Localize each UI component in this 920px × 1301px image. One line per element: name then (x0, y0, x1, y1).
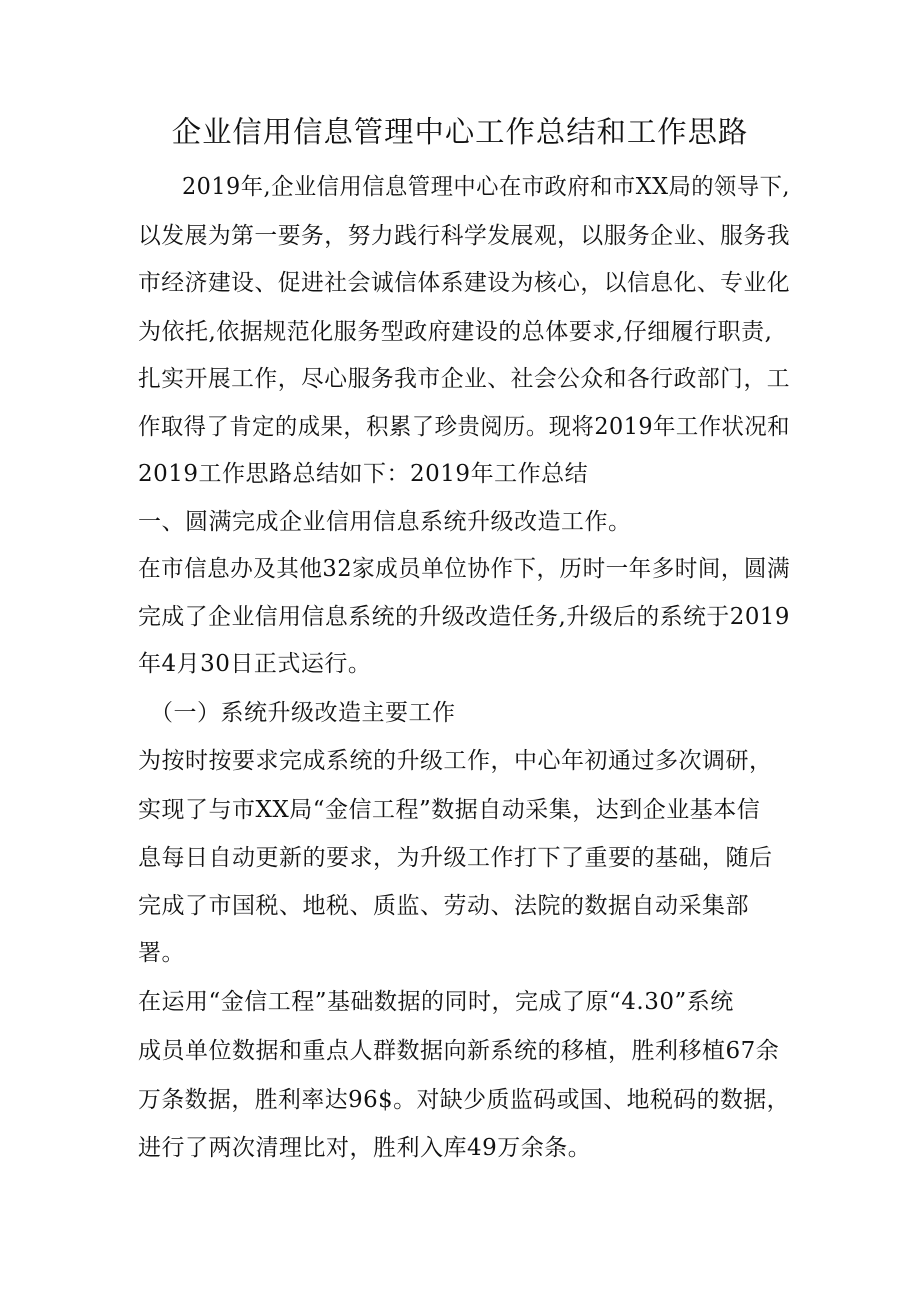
paragraph-line: 完成了企业信用信息系统的升级改造任务,升级后的系统于2019 (138, 604, 790, 630)
paragraph-line: 为依托,依据规范化服务型政府建设的总体要求,仔细履行职责, (138, 319, 773, 345)
paragraph-line: 在运用“金信工程”基础数据的同时，完成了原“4.30”系统 (138, 989, 734, 1015)
paragraph-line: 在市信息办及其他32家成员单位协作下，历时一年多时间，圆满 (138, 556, 791, 582)
paragraph-line: 2019工作思路总结如下：2019年工作总结 (138, 461, 589, 487)
paragraph-line: 市经济建设、促进社会诚信体系建设为核心，以信息化、专业化 (138, 270, 791, 296)
paragraph-line: 扎实开展工作，尽心服务我市企业、社会公众和各行政部门，工 (138, 366, 791, 392)
paragraph-line: 进行了两次清理比对，胜利入库49万余条。 (138, 1135, 592, 1161)
paragraph-line: 署。 (138, 940, 185, 966)
paragraph-line: 年4月30日正式运行。 (138, 651, 372, 677)
paragraph-line: 以发展为第一要务，努力践行科学发展观，以服务企业、服务我 (138, 223, 791, 249)
paragraph-line: 2019年,企业信用信息管理中心在市政府和市XX局的领导下, (182, 174, 790, 200)
section-heading: 一、圆满完成企业信用信息系统升级改造工作。 (138, 509, 632, 535)
subsection-heading: （一）系统升级改造主要工作 (150, 700, 456, 726)
paragraph-line: 作取得了肯定的成果，积累了珍贵阅历。现将2019年工作状况和 (138, 414, 791, 440)
paragraph-line: 息每日自动更新的要求，为升级工作打下了重要的基础，随后 (138, 845, 773, 871)
document-title: 企业信用信息管理中心工作总结和工作思路 (171, 115, 749, 149)
paragraph-line: 万条数据，胜利率达96$。对缺少质监码或国、地税码的数据， (138, 1087, 791, 1113)
paragraph-line: 实现了与市XX局“金信工程”数据自动采集，达到企业基本信 (138, 797, 761, 823)
paragraph-line: 完成了市国税、地税、质监、劳动、法院的数据自动采集部 (138, 893, 749, 919)
paragraph-line: 为按时按要求完成系统的升级工作，中心年初通过多次调研， (138, 748, 773, 774)
paragraph-line: 成员单位数据和重点人群数据向新系统的移植，胜利移植67余 (138, 1038, 780, 1064)
